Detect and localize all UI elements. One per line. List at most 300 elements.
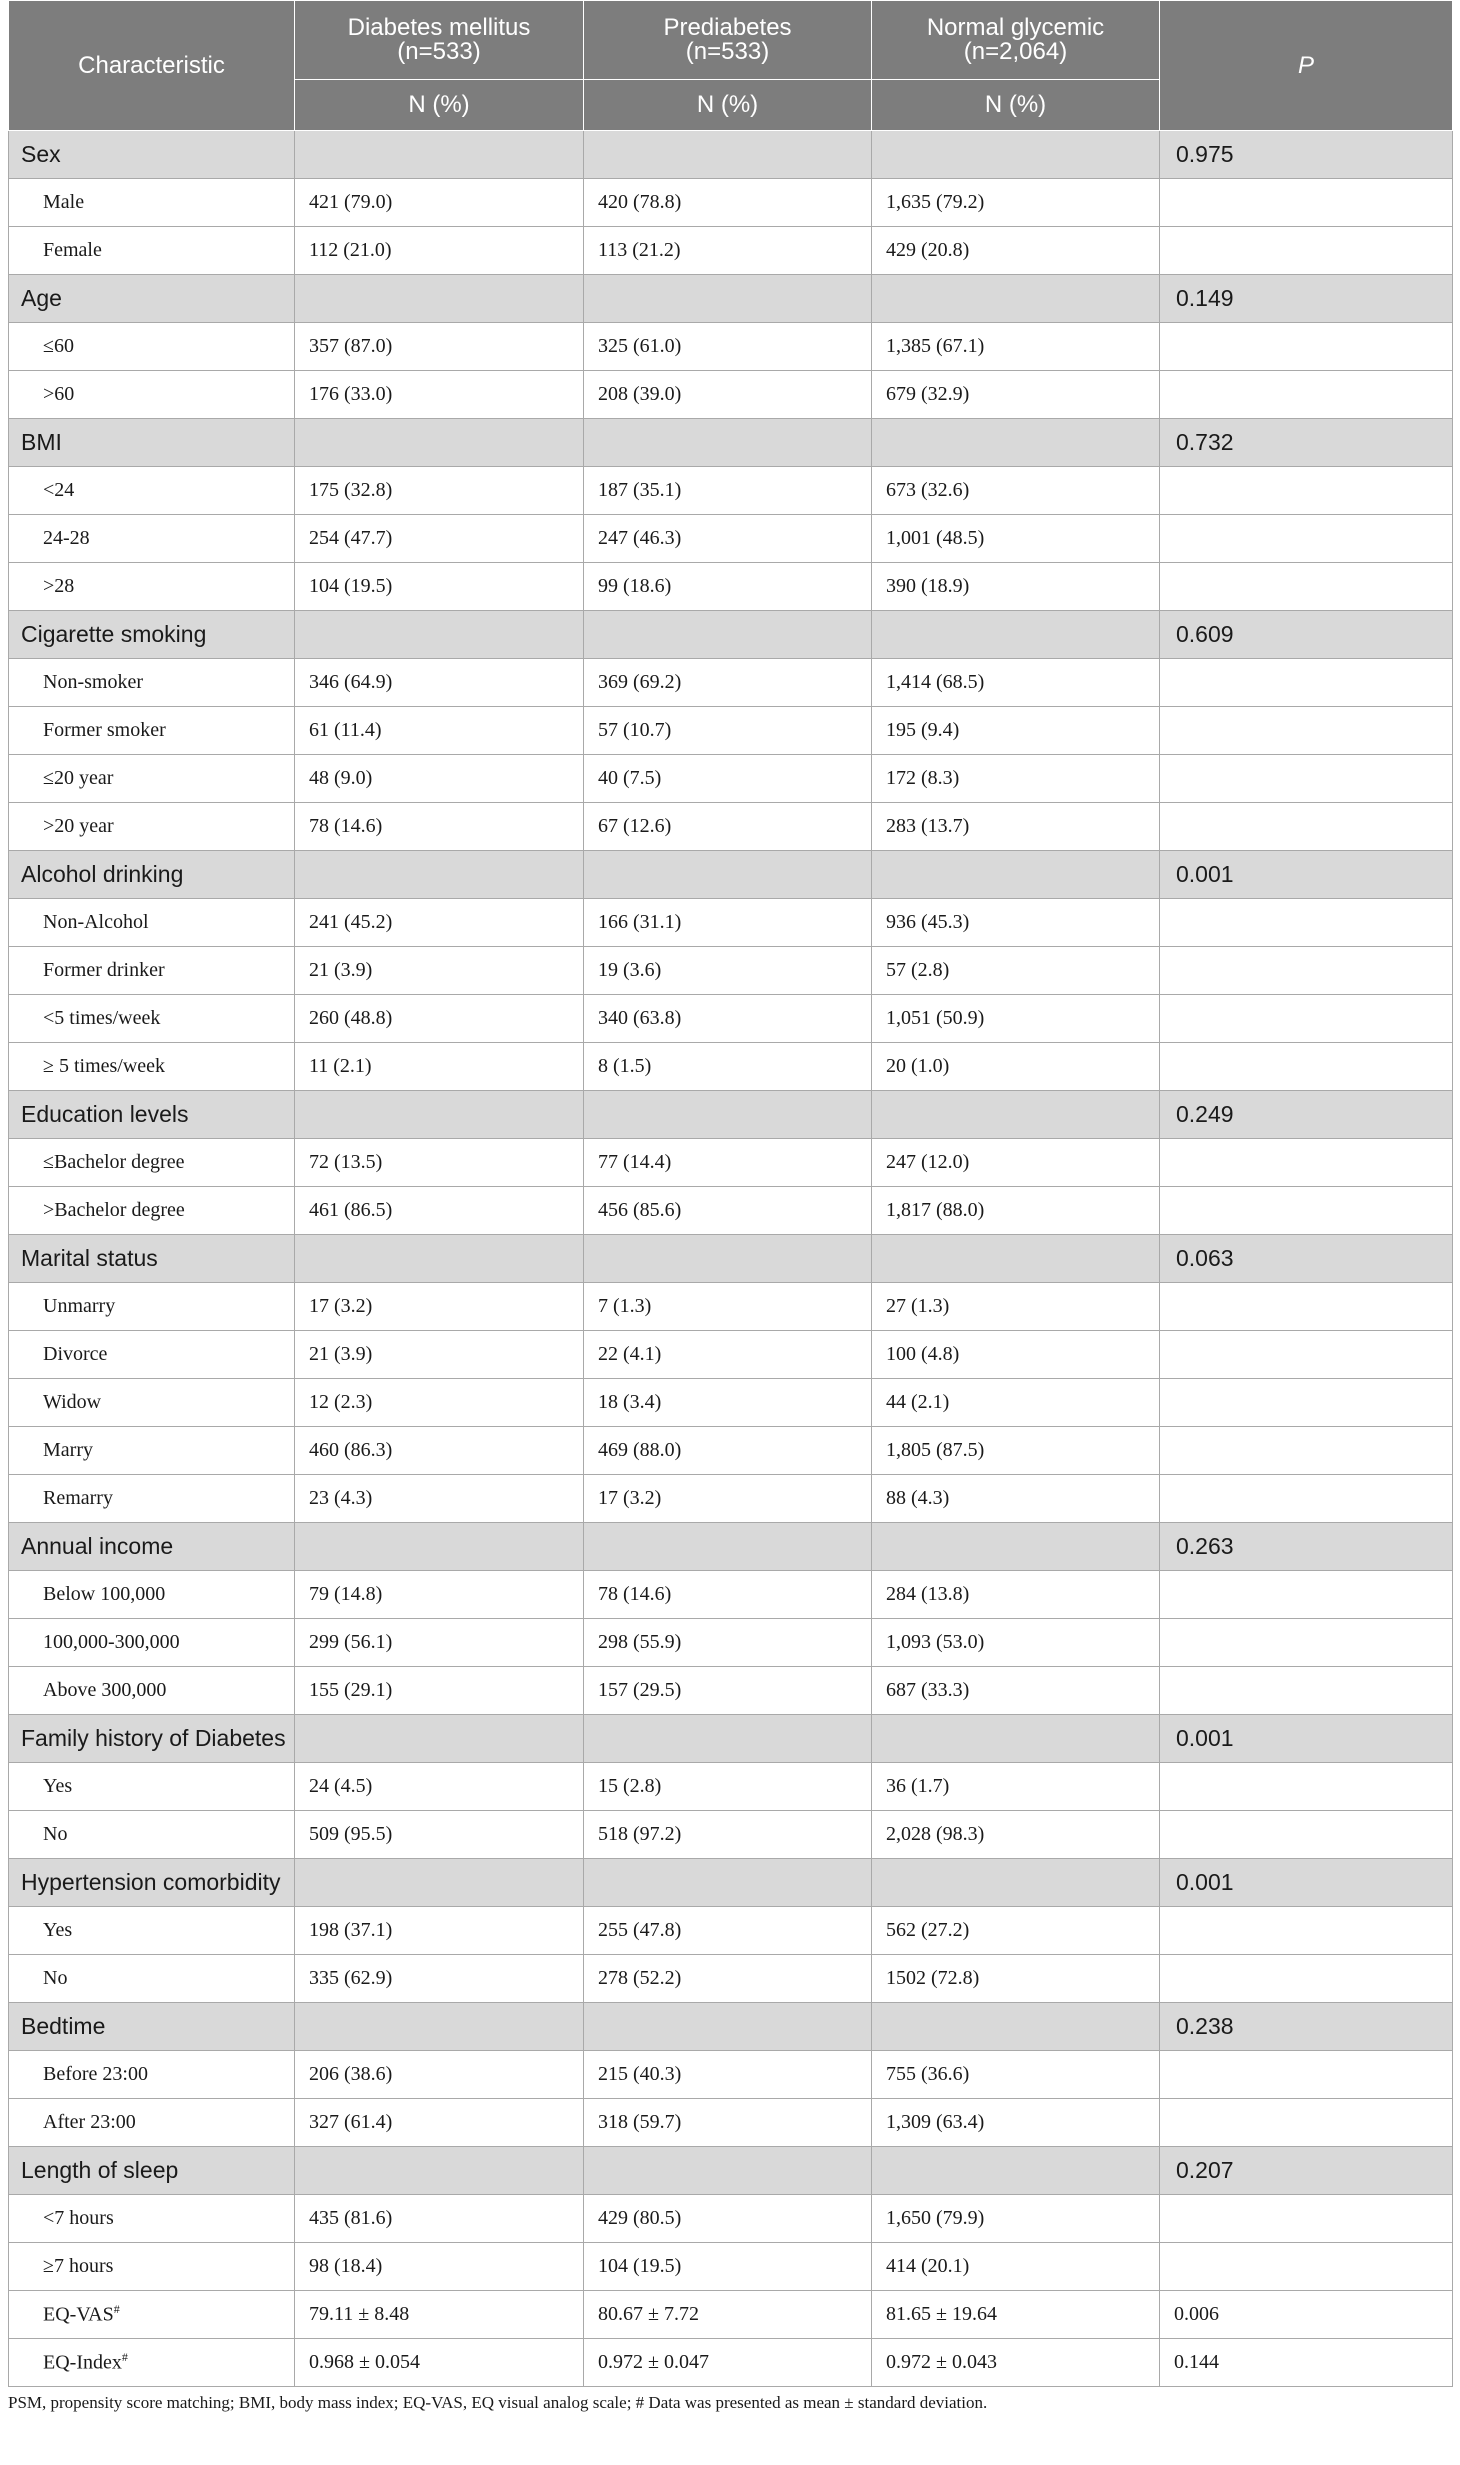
p-value-cell [1160, 563, 1453, 611]
p-value-cell [1160, 899, 1453, 947]
value-cell: 1,309 (63.4) [872, 2099, 1160, 2147]
value-cell: 155 (29.1) [295, 1667, 584, 1715]
table-row [9, 755, 1453, 803]
p-value-cell [1160, 1619, 1453, 1667]
row-label-text: Below 100,000 [43, 1583, 166, 1605]
group-row [9, 851, 1453, 899]
row-label [9, 371, 295, 419]
table-row [9, 2339, 1453, 2387]
p-value-cell [1160, 707, 1453, 755]
value-cell [872, 1235, 1160, 1283]
header-normal-glycemic-title: Normal glycemic [926, 14, 1105, 41]
value-cell: 369 (69.2) [584, 659, 872, 707]
row-label [9, 659, 295, 707]
value-cell: 1,051 (50.9) [872, 995, 1160, 1043]
row-label-text: >20 year [43, 815, 114, 837]
group-label [9, 419, 295, 467]
value-cell [295, 1859, 584, 1907]
row-label [9, 1187, 295, 1235]
value-cell: 80.67 ± 7.72 [584, 2291, 872, 2339]
value-cell: 57 (10.7) [584, 707, 872, 755]
p-value-cell [1160, 227, 1453, 275]
row-label-text: Alcohol drinking [21, 861, 184, 887]
value-cell: 1,650 (79.9) [872, 2195, 1160, 2243]
p-value-cell: 0.732 [1160, 419, 1453, 467]
row-label [9, 1427, 295, 1475]
value-cell: 79.11 ± 8.48 [295, 2291, 584, 2339]
group-row [9, 2003, 1453, 2051]
group-row [9, 1859, 1453, 1907]
row-label-text: >Bachelor degree [43, 1199, 185, 1221]
row-label-text: BMI [21, 429, 62, 455]
value-cell: 260 (48.8) [295, 995, 584, 1043]
value-cell: 7 (1.3) [584, 1283, 872, 1331]
row-label [9, 1619, 295, 1667]
table-row [9, 659, 1453, 707]
row-label-text: Annual income [21, 1533, 174, 1559]
p-value-cell: 0.006 [1160, 2291, 1453, 2339]
value-cell [872, 131, 1160, 179]
table-footnote: PSM, propensity score matching; BMI, body mass index; EQ-VAS, EQ visual analog scale; # Data was presented as mean ± standard deviation. [8, 2393, 988, 2412]
value-cell: 175 (32.8) [295, 467, 584, 515]
group-row [9, 1091, 1453, 1139]
value-cell: 18 (3.4) [584, 1379, 872, 1427]
value-cell: 673 (32.6) [872, 467, 1160, 515]
value-cell: 215 (40.3) [584, 2051, 872, 2099]
row-label [9, 707, 295, 755]
value-cell [295, 1235, 584, 1283]
value-cell: 1,805 (87.5) [872, 1427, 1160, 1475]
value-cell: 421 (79.0) [295, 179, 584, 227]
value-cell: 22 (4.1) [584, 1331, 872, 1379]
value-cell: 104 (19.5) [584, 2243, 872, 2291]
row-label-text: Marry [43, 1439, 93, 1461]
value-cell: 390 (18.9) [872, 563, 1160, 611]
value-cell: 335 (62.9) [295, 1955, 584, 2003]
value-cell: 104 (19.5) [295, 563, 584, 611]
group-row [9, 275, 1453, 323]
p-value-cell: 0.149 [1160, 275, 1453, 323]
value-cell: 469 (88.0) [584, 1427, 872, 1475]
table-row [9, 947, 1453, 995]
value-cell [584, 1859, 872, 1907]
group-row [9, 2147, 1453, 2195]
p-value-cell: 0.063 [1160, 1235, 1453, 1283]
value-cell: 112 (21.0) [295, 227, 584, 275]
value-cell: 357 (87.0) [295, 323, 584, 371]
row-label-text: After 23:00 [43, 2111, 136, 2133]
p-value-cell: 0.001 [1160, 1715, 1453, 1763]
p-value-cell: 0.609 [1160, 611, 1453, 659]
p-value-cell [1160, 947, 1453, 995]
value-cell [584, 1715, 872, 1763]
p-value-cell [1160, 1811, 1453, 1859]
value-cell: 456 (85.6) [584, 1187, 872, 1235]
value-cell: 429 (80.5) [584, 2195, 872, 2243]
row-label [9, 1379, 295, 1427]
value-cell [872, 851, 1160, 899]
header-characteristic: Characteristic [9, 1, 295, 131]
value-cell: 8 (1.5) [584, 1043, 872, 1091]
value-cell: 0.972 ± 0.043 [872, 2339, 1160, 2387]
value-cell: 1,385 (67.1) [872, 323, 1160, 371]
value-cell: 255 (47.8) [584, 1907, 872, 1955]
table-row [9, 1763, 1453, 1811]
p-value-cell [1160, 515, 1453, 563]
row-label-text: Above 300,000 [43, 1679, 167, 1701]
row-label-text: Remarry [43, 1487, 113, 1509]
table-row [9, 2195, 1453, 2243]
value-cell [872, 2003, 1160, 2051]
table-row [9, 1475, 1453, 1523]
value-cell: 15 (2.8) [584, 1763, 872, 1811]
table-row [9, 323, 1453, 371]
value-cell [872, 1715, 1160, 1763]
row-label [9, 467, 295, 515]
value-cell [584, 1235, 872, 1283]
p-value-cell [1160, 467, 1453, 515]
value-cell [295, 1091, 584, 1139]
table-row [9, 1619, 1453, 1667]
p-value-cell [1160, 995, 1453, 1043]
row-label [9, 1811, 295, 1859]
value-cell: 460 (86.3) [295, 1427, 584, 1475]
row-label [9, 1043, 295, 1091]
value-cell [584, 131, 872, 179]
table-row [9, 1667, 1453, 1715]
value-cell: 99 (18.6) [584, 563, 872, 611]
value-cell [872, 1859, 1160, 1907]
row-label-text: Non-smoker [43, 671, 143, 693]
value-cell: 48 (9.0) [295, 755, 584, 803]
value-cell: 24 (4.5) [295, 1763, 584, 1811]
row-label-text: Before 23:00 [43, 2063, 148, 2085]
row-label [9, 899, 295, 947]
row-label [9, 323, 295, 371]
row-label [9, 2051, 295, 2099]
row-label-text: ≤20 year [43, 767, 114, 789]
value-cell: 936 (45.3) [872, 899, 1160, 947]
value-cell: 1,001 (48.5) [872, 515, 1160, 563]
row-label [9, 515, 295, 563]
header-diabetes-mellitus [295, 1, 584, 80]
group-label [9, 275, 295, 323]
group-label [9, 1523, 295, 1571]
table-row [9, 1283, 1453, 1331]
row-label [9, 803, 295, 851]
value-cell: 299 (56.1) [295, 1619, 584, 1667]
header-normal-glycemic-n: (n=2,064) [963, 38, 1068, 65]
group-row [9, 611, 1453, 659]
value-cell [872, 419, 1160, 467]
table-body [9, 131, 1453, 2387]
value-cell: 100 (4.8) [872, 1331, 1160, 1379]
p-value-cell [1160, 323, 1453, 371]
value-cell: 88 (4.3) [872, 1475, 1160, 1523]
value-cell: 57 (2.8) [872, 947, 1160, 995]
value-cell [295, 2003, 584, 2051]
row-label-text: Former drinker [43, 959, 165, 981]
value-cell [295, 1523, 584, 1571]
group-label [9, 2147, 295, 2195]
p-value-cell [1160, 2243, 1453, 2291]
value-cell: 206 (38.6) [295, 2051, 584, 2099]
value-cell [584, 2003, 872, 2051]
group-label [9, 131, 295, 179]
row-label-text: 100,000-300,000 [43, 1631, 180, 1653]
row-label [9, 1955, 295, 2003]
value-cell [295, 2147, 584, 2195]
group-label [9, 1715, 295, 1763]
header-unit: N (%) [295, 80, 584, 131]
row-label-text: <7 hours [43, 2207, 114, 2229]
value-cell: 420 (78.8) [584, 179, 872, 227]
value-cell: 247 (46.3) [584, 515, 872, 563]
row-label-text: Education levels [21, 1101, 189, 1127]
group-label [9, 1235, 295, 1283]
row-label-text: >60 [43, 383, 75, 405]
p-value-cell: 0.975 [1160, 131, 1453, 179]
value-cell [295, 1715, 584, 1763]
group-row [9, 131, 1453, 179]
row-label-text: <24 [43, 479, 75, 501]
p-value-cell: 0.207 [1160, 2147, 1453, 2195]
row-label-text: Bedtime [21, 2013, 106, 2039]
row-label [9, 1667, 295, 1715]
p-value-cell [1160, 1379, 1453, 1427]
row-label [9, 1331, 295, 1379]
header-p-value: P [1160, 1, 1453, 131]
value-cell [295, 275, 584, 323]
row-label-text: Former smoker [43, 719, 166, 741]
row-label [9, 1571, 295, 1619]
value-cell: 187 (35.1) [584, 467, 872, 515]
row-label [9, 1283, 295, 1331]
p-value-cell [1160, 659, 1453, 707]
group-row [9, 1523, 1453, 1571]
table-row [9, 1427, 1453, 1475]
value-cell [584, 851, 872, 899]
group-label [9, 1859, 295, 1907]
p-value-cell: 0.001 [1160, 1859, 1453, 1907]
row-label-text: Male [43, 191, 85, 213]
row-label-text: Female [43, 239, 102, 261]
p-value-cell [1160, 2195, 1453, 2243]
footnote-mark: # [121, 2350, 128, 2365]
table-row [9, 803, 1453, 851]
table-row [9, 1907, 1453, 1955]
p-value-cell [1160, 2099, 1453, 2147]
value-cell: 12 (2.3) [295, 1379, 584, 1427]
value-cell: 23 (4.3) [295, 1475, 584, 1523]
header-unit: N (%) [872, 80, 1160, 131]
value-cell: 1502 (72.8) [872, 1955, 1160, 2003]
value-cell: 1,817 (88.0) [872, 1187, 1160, 1235]
p-value-cell [1160, 2051, 1453, 2099]
value-cell: 40 (7.5) [584, 755, 872, 803]
header-unit: N (%) [584, 80, 872, 131]
value-cell: 687 (33.3) [872, 1667, 1160, 1715]
row-label [9, 1475, 295, 1523]
value-cell [872, 611, 1160, 659]
row-label-text: ≥ 5 times/week [43, 1055, 166, 1077]
row-label [9, 947, 295, 995]
p-value-cell [1160, 1427, 1453, 1475]
p-value-cell [1160, 179, 1453, 227]
value-cell: 1,414 (68.5) [872, 659, 1160, 707]
value-cell: 1,635 (79.2) [872, 179, 1160, 227]
p-value-cell [1160, 1763, 1453, 1811]
row-label-text: ≤60 [43, 335, 74, 357]
row-label-text: No [43, 1823, 68, 1845]
document [8, 0, 1452, 2413]
row-label [9, 2339, 295, 2387]
row-label-text: ≥7 hours [43, 2255, 114, 2277]
characteristics-table [8, 0, 1453, 2387]
value-cell: 254 (47.7) [295, 515, 584, 563]
table-row [9, 179, 1453, 227]
value-cell: 208 (39.0) [584, 371, 872, 419]
header-prediabetes-title: Prediabetes [663, 14, 792, 41]
value-cell: 429 (20.8) [872, 227, 1160, 275]
value-cell [872, 1523, 1160, 1571]
row-label-text: Hypertension comorbidity [21, 1869, 281, 1895]
p-value-cell [1160, 755, 1453, 803]
value-cell: 198 (37.1) [295, 1907, 584, 1955]
table-row [9, 1331, 1453, 1379]
table-row [9, 1955, 1453, 2003]
row-label [9, 1139, 295, 1187]
row-label [9, 179, 295, 227]
value-cell: 17 (3.2) [584, 1475, 872, 1523]
value-cell: 98 (18.4) [295, 2243, 584, 2291]
group-label [9, 611, 295, 659]
group-row [9, 419, 1453, 467]
header-diabetes-mellitus-n: (n=533) [397, 38, 481, 65]
p-value-cell: 0.238 [1160, 2003, 1453, 2051]
row-label-text: Family history of Diabetes [21, 1725, 286, 1751]
value-cell: 195 (9.4) [872, 707, 1160, 755]
value-cell: 679 (32.9) [872, 371, 1160, 419]
value-cell: 346 (64.9) [295, 659, 584, 707]
value-cell [295, 851, 584, 899]
value-cell: 2,028 (98.3) [872, 1811, 1160, 1859]
row-label [9, 2291, 295, 2339]
value-cell: 20 (1.0) [872, 1043, 1160, 1091]
table-row [9, 227, 1453, 275]
value-cell [872, 1091, 1160, 1139]
value-cell [295, 419, 584, 467]
value-cell [872, 2147, 1160, 2195]
row-label-text: >28 [43, 575, 75, 597]
value-cell: 1,093 (53.0) [872, 1619, 1160, 1667]
p-value-cell [1160, 1331, 1453, 1379]
value-cell: 241 (45.2) [295, 899, 584, 947]
row-label-text: Age [21, 285, 62, 311]
table-row [9, 2099, 1453, 2147]
value-cell: 435 (81.6) [295, 2195, 584, 2243]
p-value-cell [1160, 1907, 1453, 1955]
value-cell: 340 (63.8) [584, 995, 872, 1043]
value-cell [584, 2147, 872, 2195]
table-header [9, 1, 1453, 131]
value-cell: 79 (14.8) [295, 1571, 584, 1619]
value-cell: 81.65 ± 19.64 [872, 2291, 1160, 2339]
header-prediabetes [584, 1, 872, 80]
table-row [9, 2243, 1453, 2291]
table-row [9, 2051, 1453, 2099]
value-cell: 78 (14.6) [295, 803, 584, 851]
value-cell: 21 (3.9) [295, 1331, 584, 1379]
row-label-text: EQ-VAS [43, 2303, 114, 2326]
value-cell: 36 (1.7) [872, 1763, 1160, 1811]
value-cell: 78 (14.6) [584, 1571, 872, 1619]
value-cell: 11 (2.1) [295, 1043, 584, 1091]
row-label-text: Unmarry [43, 1295, 116, 1317]
row-label [9, 995, 295, 1043]
table-row [9, 1811, 1453, 1859]
value-cell: 166 (31.1) [584, 899, 872, 947]
row-label-text: No [43, 1967, 68, 1989]
value-cell [584, 611, 872, 659]
value-cell: 21 (3.9) [295, 947, 584, 995]
row-label-text: EQ-Index [43, 2351, 122, 2374]
value-cell: 283 (13.7) [872, 803, 1160, 851]
group-row [9, 1235, 1453, 1283]
row-label [9, 1763, 295, 1811]
value-cell: 414 (20.1) [872, 2243, 1160, 2291]
value-cell: 61 (11.4) [295, 707, 584, 755]
value-cell: 44 (2.1) [872, 1379, 1160, 1427]
table-row [9, 1571, 1453, 1619]
row-label [9, 2195, 295, 2243]
value-cell: 27 (1.3) [872, 1283, 1160, 1331]
value-cell: 113 (21.2) [584, 227, 872, 275]
group-label [9, 2003, 295, 2051]
value-cell: 17 (3.2) [295, 1283, 584, 1331]
value-cell: 157 (29.5) [584, 1667, 872, 1715]
table-row [9, 467, 1453, 515]
value-cell: 461 (86.5) [295, 1187, 584, 1235]
row-label-text: <5 times/week [43, 1007, 161, 1029]
row-label-text: Widow [43, 1391, 102, 1413]
row-label-text: Divorce [43, 1343, 108, 1365]
row-label-text: Non-Alcohol [43, 911, 149, 933]
p-value-cell [1160, 803, 1453, 851]
value-cell: 755 (36.6) [872, 2051, 1160, 2099]
value-cell: 77 (14.4) [584, 1139, 872, 1187]
value-cell [295, 131, 584, 179]
p-value-cell: 0.249 [1160, 1091, 1453, 1139]
table-row [9, 371, 1453, 419]
row-label-text: Length of sleep [21, 2157, 179, 2183]
header-prediabetes-n: (n=533) [685, 38, 770, 65]
table-row [9, 1379, 1453, 1427]
group-row [9, 1715, 1453, 1763]
row-label-text: Sex [21, 141, 61, 167]
value-cell: 298 (55.9) [584, 1619, 872, 1667]
value-cell: 562 (27.2) [872, 1907, 1160, 1955]
value-cell: 327 (61.4) [295, 2099, 584, 2147]
row-label [9, 227, 295, 275]
value-cell: 0.972 ± 0.047 [584, 2339, 872, 2387]
table-row [9, 563, 1453, 611]
table-row [9, 899, 1453, 947]
row-label-text: 24-28 [43, 527, 90, 549]
value-cell: 67 (12.6) [584, 803, 872, 851]
table-row [9, 995, 1453, 1043]
footnote-mark: # [113, 2302, 120, 2317]
